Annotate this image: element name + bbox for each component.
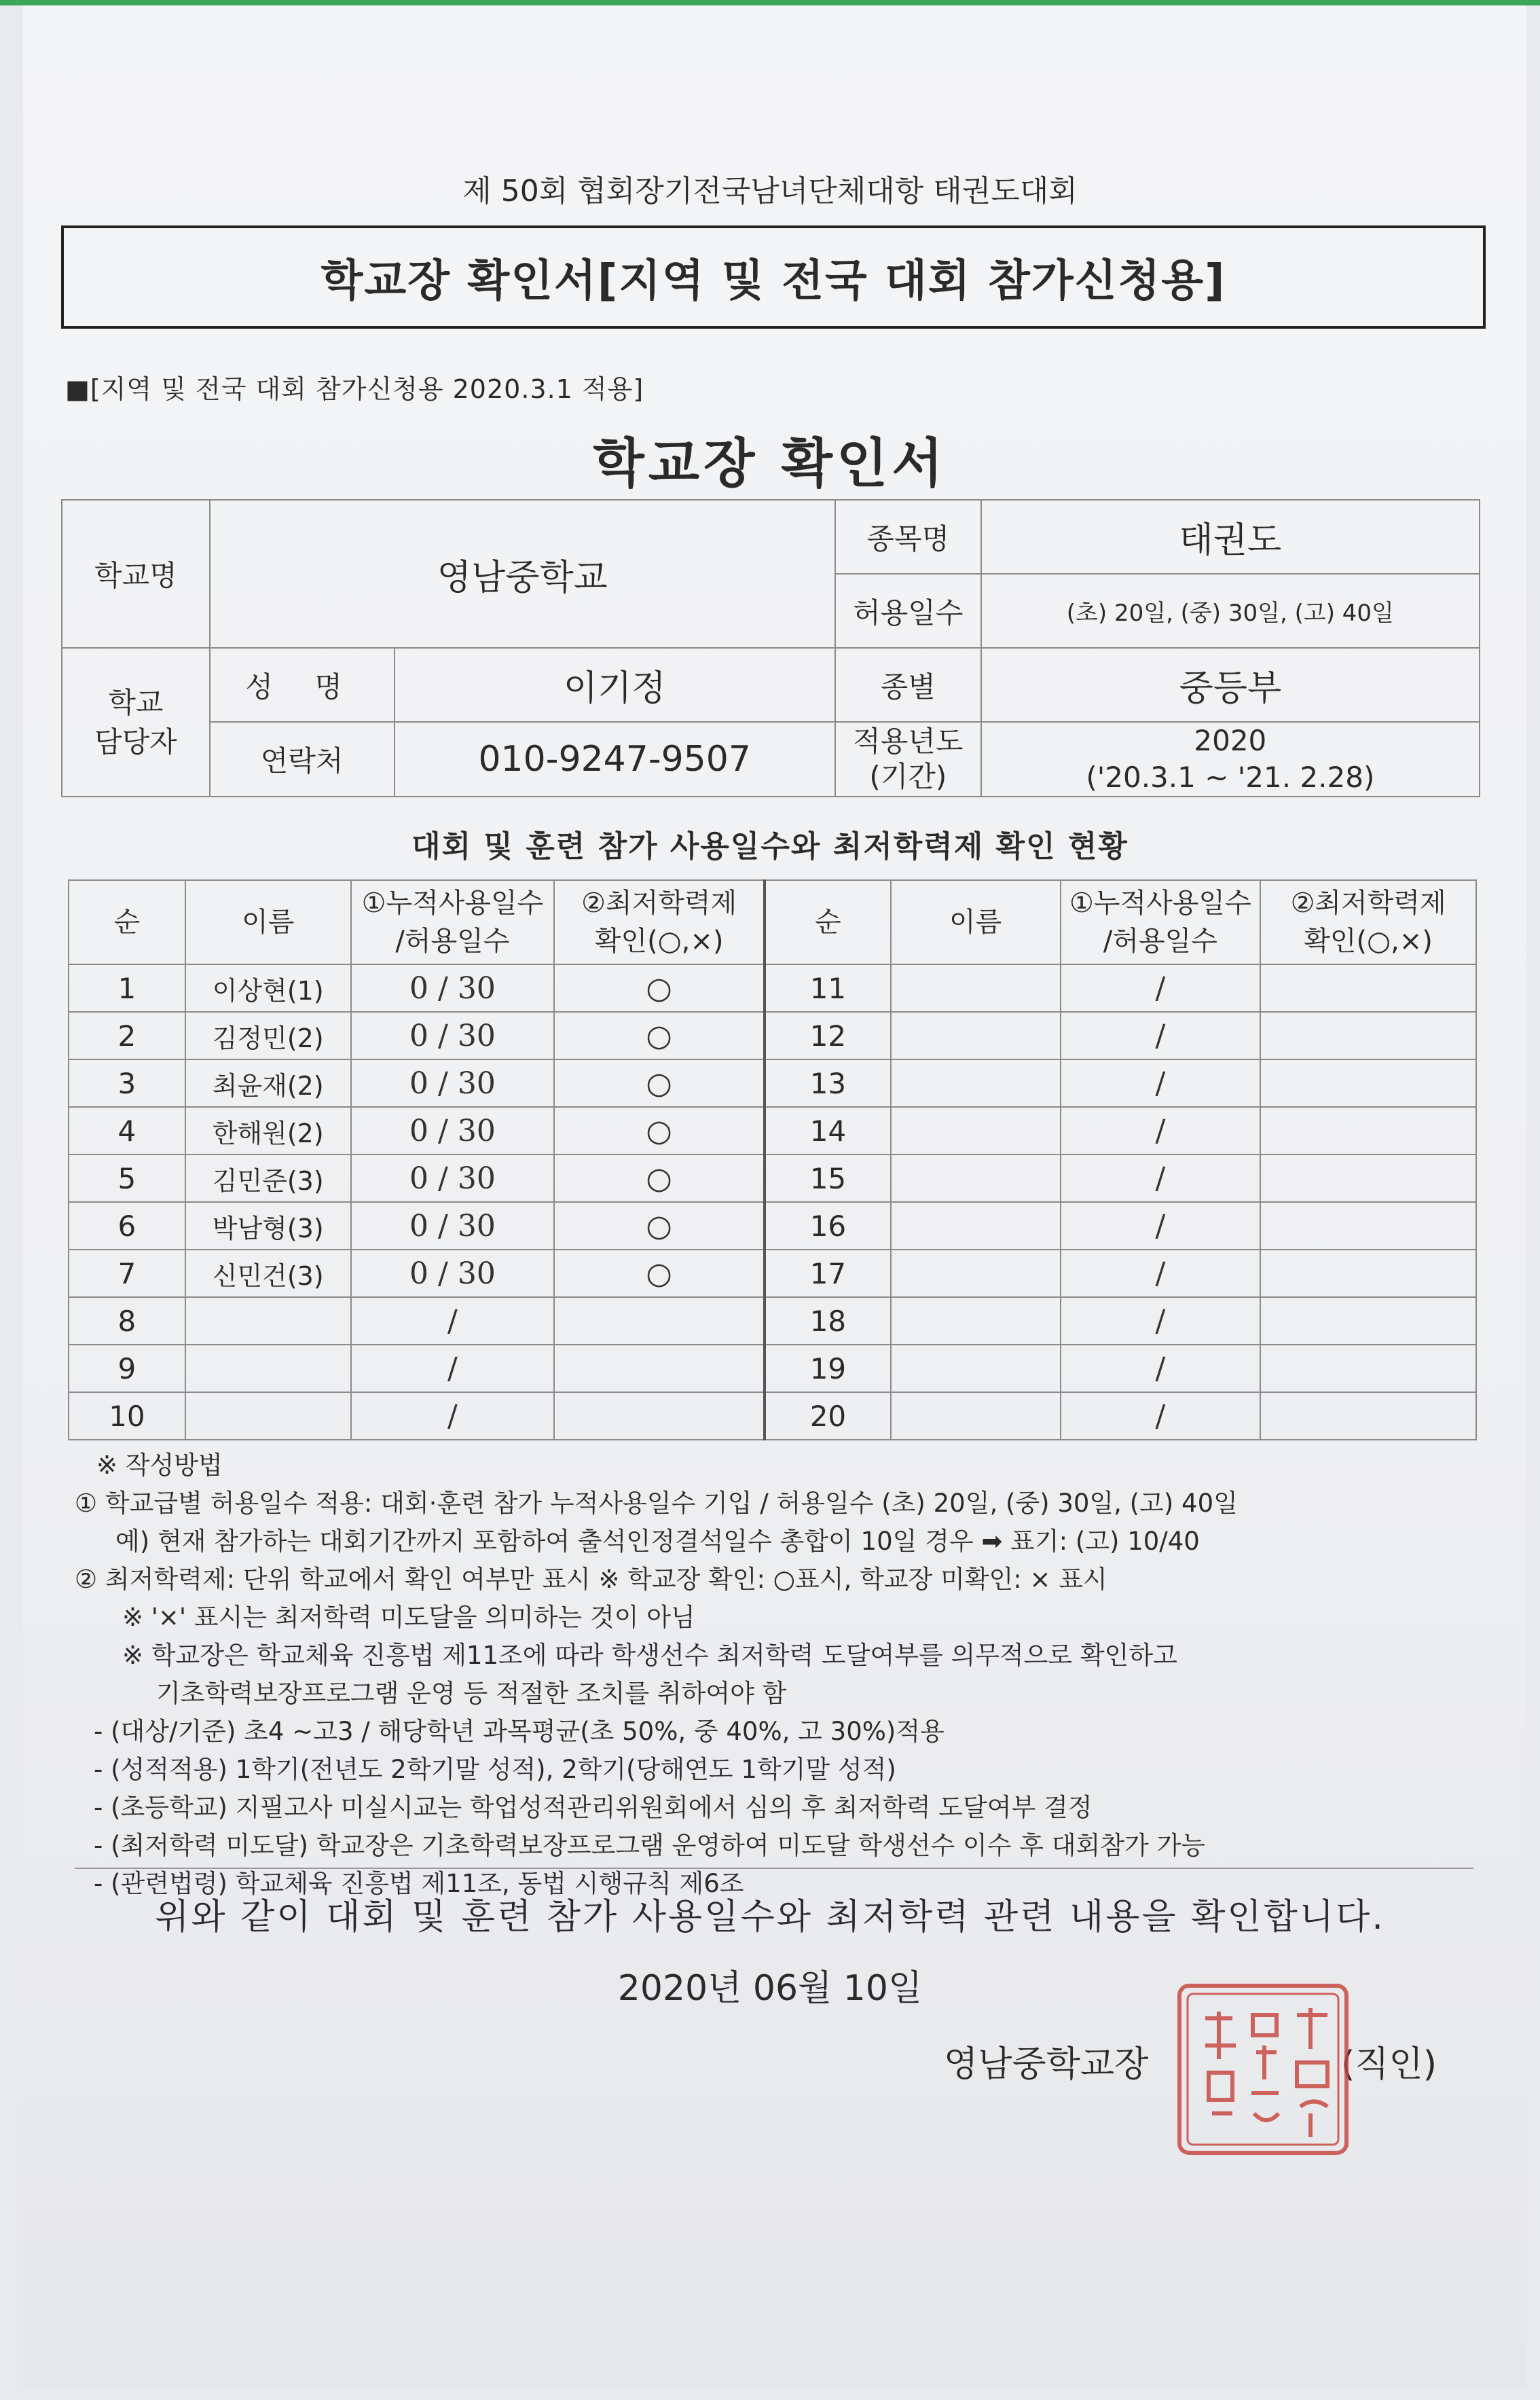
cell-days: / (1061, 1250, 1261, 1297)
document-date: 2020년 06월 10일 (617, 1968, 923, 2009)
cell-check (1260, 1012, 1476, 1059)
cell-check (1260, 1059, 1476, 1107)
cell-check (554, 1297, 765, 1345)
cell-name: 이상현(1) (185, 964, 351, 1012)
table-row (69, 1202, 1476, 1250)
cell-days: / (1061, 1012, 1261, 1059)
instruction-line: ② 최저학력제: 단위 학교에서 확인 여부만 표시 ※ 학교장 확인: ○표시, 학교장 미확인: × 표시 (75, 1565, 1107, 1594)
cell-no: 7 (69, 1250, 185, 1297)
cell-name (185, 1297, 351, 1345)
cell-days: / (1061, 1345, 1261, 1392)
cell-check: ○ (554, 1202, 765, 1250)
table-row (69, 1297, 1476, 1345)
sport-label: 종목명 (835, 500, 981, 574)
period-value: ('20.3.1 ~ '21. 2.28) (1086, 761, 1375, 794)
contact-value: 010-9247-9507 (395, 722, 835, 797)
column-header: 이름 (891, 880, 1061, 964)
cell-name (891, 1392, 1061, 1440)
cell-name: 한해원(2) (185, 1107, 351, 1154)
cell-check: ○ (554, 964, 765, 1012)
cell-check (1260, 1345, 1476, 1392)
cell-days: / (1061, 1202, 1261, 1250)
cell-name (891, 1297, 1061, 1345)
instruction-line: - (최저학력 미도달) 학교장은 기초학력보장프로그램 운영하여 미도달 학생선수 이수 후 대회참가 가능 (94, 1831, 1206, 1860)
cell-name (185, 1392, 351, 1440)
cell-name (891, 1345, 1061, 1392)
column-header: ①누적사용일수 /허용일수 (1061, 880, 1261, 964)
cell-no: 20 (765, 1392, 891, 1440)
table-row (69, 1250, 1476, 1297)
table-row (69, 1392, 1476, 1440)
cell-days: / (1061, 964, 1261, 1012)
cell-no: 2 (69, 1012, 185, 1059)
cell-check: ○ (554, 1250, 765, 1297)
cell-check (1260, 1392, 1476, 1440)
cell-no: 5 (69, 1154, 185, 1202)
cell-name: 김민준(3) (185, 1154, 351, 1202)
column-header: 순 (765, 880, 891, 964)
cell-no: 10 (69, 1392, 185, 1440)
cell-days: / (1061, 1107, 1261, 1154)
cell-no: 1 (69, 964, 185, 1012)
cell-check (1260, 1202, 1476, 1250)
status-table (68, 879, 1477, 1440)
status-title: 대회 및 훈련 참가 사용일수와 최저학력제 확인 현황 (411, 829, 1129, 864)
school-label: 학교명 (62, 500, 210, 648)
year-cell (981, 722, 1480, 797)
cell-days: / (1061, 1154, 1261, 1202)
cell-name (891, 1012, 1061, 1059)
cell-days: / (1061, 1392, 1261, 1440)
cell-no: 12 (765, 1012, 891, 1059)
cell-no: 13 (765, 1059, 891, 1107)
instructions-heading: ※ 작성방법 (96, 1451, 223, 1480)
cell-days: 0 / 30 (351, 1059, 555, 1107)
cell-name (891, 1202, 1061, 1250)
cell-no: 17 (765, 1250, 891, 1297)
cell-no: 14 (765, 1107, 891, 1154)
cell-days: 0 / 30 (351, 964, 555, 1012)
cell-no: 11 (765, 964, 891, 1012)
cell-no: 19 (765, 1345, 891, 1392)
cell-check: ○ (554, 1059, 765, 1107)
manager-name: 이기정 (395, 648, 835, 722)
allowed-days-label: 허용일수 (835, 574, 981, 648)
column-header: 이름 (185, 880, 351, 964)
cell-days: / (351, 1297, 555, 1345)
cell-name (891, 1059, 1061, 1107)
cell-days: 0 / 30 (351, 1107, 555, 1154)
manager-label: 학교 담당자 (62, 648, 210, 797)
instruction-line: - (관련법령) 학교체육 진흥법 제11조, 동법 시행규칙 제6조 (94, 1869, 744, 1898)
form-title: 학교장 확인서 (593, 433, 947, 494)
principal-name: 영남중학교장 (944, 2044, 1149, 2085)
table-row (69, 964, 1476, 1012)
cell-name: 박남형(3) (185, 1202, 351, 1250)
top-edge-strip (0, 0, 1540, 5)
division-label: 종별 (835, 648, 981, 722)
table-row (69, 1059, 1476, 1107)
cell-days: / (1061, 1059, 1261, 1107)
cell-days: / (1061, 1297, 1261, 1345)
cell-name: 김정민(2) (185, 1012, 351, 1059)
main-title: 학교장 확인서[지역 및 전국 대회 참가신청용] (61, 225, 1486, 329)
seal-label: (직인) (1341, 2044, 1437, 2085)
sport-value: 태권도 (981, 500, 1480, 574)
table-row (69, 1345, 1476, 1392)
status-table-header (69, 880, 1476, 964)
confirm-statement: 위와 같이 대회 및 훈련 참가 사용일수와 최저학력 관련 내용을 확인합니다. (155, 1897, 1385, 1938)
school-name: 영남중학교 (210, 500, 835, 648)
instruction-line: - (성적적용) 1학기(전년도 2학기말 성적), 2학기(당해연도 1학기말 성적) (94, 1755, 896, 1784)
cell-days: 0 / 30 (351, 1202, 555, 1250)
contact-label: 연락처 (210, 722, 395, 797)
year-value: 2020 (1194, 724, 1267, 757)
table-row (69, 1012, 1476, 1059)
cell-days: / (351, 1345, 555, 1392)
cell-check (1260, 1154, 1476, 1202)
cell-days: 0 / 30 (351, 1154, 555, 1202)
cell-check (1260, 1297, 1476, 1345)
cell-check (1260, 964, 1476, 1012)
cell-no: 16 (765, 1202, 891, 1250)
note-line: ■[지역 및 전국 대회 참가신청용 2020.3.1 적용] (65, 374, 644, 404)
column-header: ②최저학력제 확인(○,×) (1260, 880, 1476, 964)
cell-no: 8 (69, 1297, 185, 1345)
column-header: 순 (69, 880, 185, 964)
cell-name: 최윤재(2) (185, 1059, 351, 1107)
cell-check: ○ (554, 1107, 765, 1154)
cell-name (185, 1345, 351, 1392)
column-header: ②최저학력제 확인(○,×) (554, 880, 765, 964)
cell-days: 0 / 30 (351, 1250, 555, 1297)
cell-no: 3 (69, 1059, 185, 1107)
cell-days: / (351, 1392, 555, 1440)
cell-name (891, 1154, 1061, 1202)
instruction-line: ① 학교급별 허용일수 적용: 대회·훈련 참가 누적사용일수 기입 / 허용일수 (초) 20일, (중) 30일, (고) 40일 (75, 1489, 1238, 1518)
table-row (69, 1154, 1476, 1202)
instruction-line: - (초등학교) 지필고사 미실시교는 학업성적관리위원회에서 심의 후 최저학력 도달여부 결정 (94, 1793, 1093, 1822)
cell-check: ○ (554, 1154, 765, 1202)
cell-check: ○ (554, 1012, 765, 1059)
event-title: 제 50회 협회장기전국남녀단체대항 태권도대회 (462, 174, 1078, 208)
instruction-line: 기초학력보장프로그램 운영 등 적절한 조치를 취하여야 함 (156, 1679, 787, 1708)
info-table (61, 499, 1480, 797)
cell-no: 6 (69, 1202, 185, 1250)
column-header: ①누적사용일수 /허용일수 (351, 880, 555, 964)
cell-check (1260, 1107, 1476, 1154)
cell-no: 18 (765, 1297, 891, 1345)
instructions (75, 1447, 1487, 1903)
cell-check (554, 1392, 765, 1440)
cell-no: 4 (69, 1107, 185, 1154)
cell-name (891, 1250, 1061, 1297)
cell-no: 9 (69, 1345, 185, 1392)
instruction-line: ※ 학교장은 학교체육 진흥법 제11조에 따라 학생선수 최저학력 도달여부를 의무적으로 확인하고 (122, 1641, 1177, 1670)
cell-days: 0 / 30 (351, 1012, 555, 1059)
cell-name: 신민건(3) (185, 1250, 351, 1297)
cell-no: 15 (765, 1154, 891, 1202)
name-label: 성 명 (210, 648, 395, 722)
cell-check (1260, 1250, 1476, 1297)
instruction-line: - (대상/기준) 초4 ~고3 / 해당학년 과목평균(초 50%, 중 40%, 고 30%)적용 (94, 1717, 945, 1746)
allowed-days-value: (초) 20일, (중) 30일, (고) 40일 (981, 574, 1480, 648)
instruction-line: 예) 현재 참가하는 대회기간까지 포함하여 출석인정결석일수 총합이 10일 경우 ➡ 표기: (고) 10/40 (115, 1527, 1200, 1556)
table-row (69, 1107, 1476, 1154)
division-value: 중등부 (981, 648, 1480, 722)
cell-name (891, 964, 1061, 1012)
official-seal-stamp (1171, 1978, 1355, 2161)
cell-check (554, 1345, 765, 1392)
year-label: 적용년도 (기간) (835, 722, 981, 797)
divider (75, 1868, 1473, 1869)
cell-name (891, 1107, 1061, 1154)
instruction-line: ※ '×' 표시는 최저학력 미도달을 의미하는 것이 아님 (122, 1603, 695, 1632)
